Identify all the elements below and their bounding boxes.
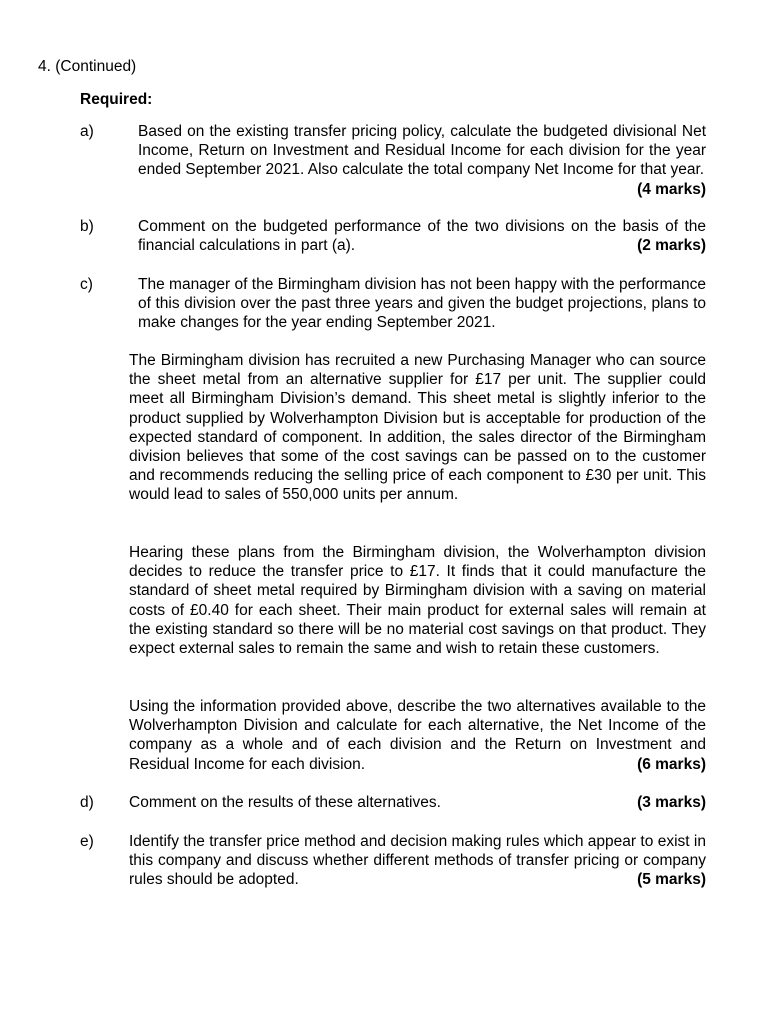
item-a-marks: (4 marks) xyxy=(637,180,706,198)
item-c-paragraph-3 xyxy=(129,697,706,774)
item-c-paragraph-2: Hearing these plans from the Birmingham division, the Wolverhampton division decides to reduce the transfer price to £17. It finds that it could manufacture the standard of sheet metal required by Birmingham division with a saving on material costs of £0.40 for each sheet. Their main product for external sales will remain at the existing standard so there will be no material cost savings on that product. They expect external sales to remain the same and wish to retain these customers. xyxy=(129,544,706,658)
item-b-body: Comment on the budgeted performance of the two divisions on the basis of the financial calculations in part (a). xyxy=(138,218,706,255)
item-a-body: Based on the existing transfer pricing policy, calculate the budgeted divisional Net Income, Return on Investment and Residual Income for each division for the year ended September 2021. Also calculate the total company Net Income for that year. xyxy=(138,123,706,179)
item-b-marks: (2 marks) xyxy=(637,237,706,255)
item-c-paragraph-3-body: Using the information provided above, describe the two alternatives available to the Wolverhampton Division and calculate for each alternative, the Net Income of the company as a whole and of each division and the Return on Investment and Residual Income for each division. xyxy=(129,698,706,773)
item-c-body: The manager of the Birmingham division has not been happy with the performance of this division over the past three years and given the budget projections, plans to make changes for the year ending September 2021. xyxy=(138,276,706,332)
item-c-text xyxy=(138,275,706,333)
item-b-text xyxy=(138,217,706,255)
item-c-paragraph-1: The Birmingham division has recruited a new Purchasing Manager who can source the sheet metal from an alternative supplier for £17 per unit. The supplier could meet all Birmingham Division’s demand. This sheet metal is slightly inferior to the product supplied by Wolverhampton Division but is acceptable for production of the expected standard of component. In addition, the sales director of the Birmingham division believes that some of the cost savings can be passed on to the customer and recommends reducing the selling price of each component to £30 per unit. This would lead to sales of 550,000 units per annum. xyxy=(129,352,706,504)
item-d-letter: d) xyxy=(80,794,94,811)
item-e-marks: (5 marks) xyxy=(637,871,706,889)
item-d-marks: (3 marks) xyxy=(637,794,706,811)
item-a-text xyxy=(138,122,706,199)
item-b-letter: b) xyxy=(80,218,94,235)
item-e-body: Identify the transfer price method and decision making rules which appear to exist in this company and discuss whether different methods of transfer pricing or company rules should be adopted. xyxy=(129,833,706,889)
item-c-letter: c) xyxy=(80,276,93,293)
item-d-text xyxy=(129,793,706,812)
item-d-body: Comment on the results of these alternatives. xyxy=(129,794,441,811)
item-a-letter: a) xyxy=(80,123,94,140)
item-e-text xyxy=(129,832,706,890)
item-c-marks: (6 marks) xyxy=(637,755,706,773)
required-label: Required: xyxy=(80,91,153,108)
question-heading: 4. (Continued) xyxy=(38,58,137,75)
item-e-letter: e) xyxy=(80,833,94,850)
